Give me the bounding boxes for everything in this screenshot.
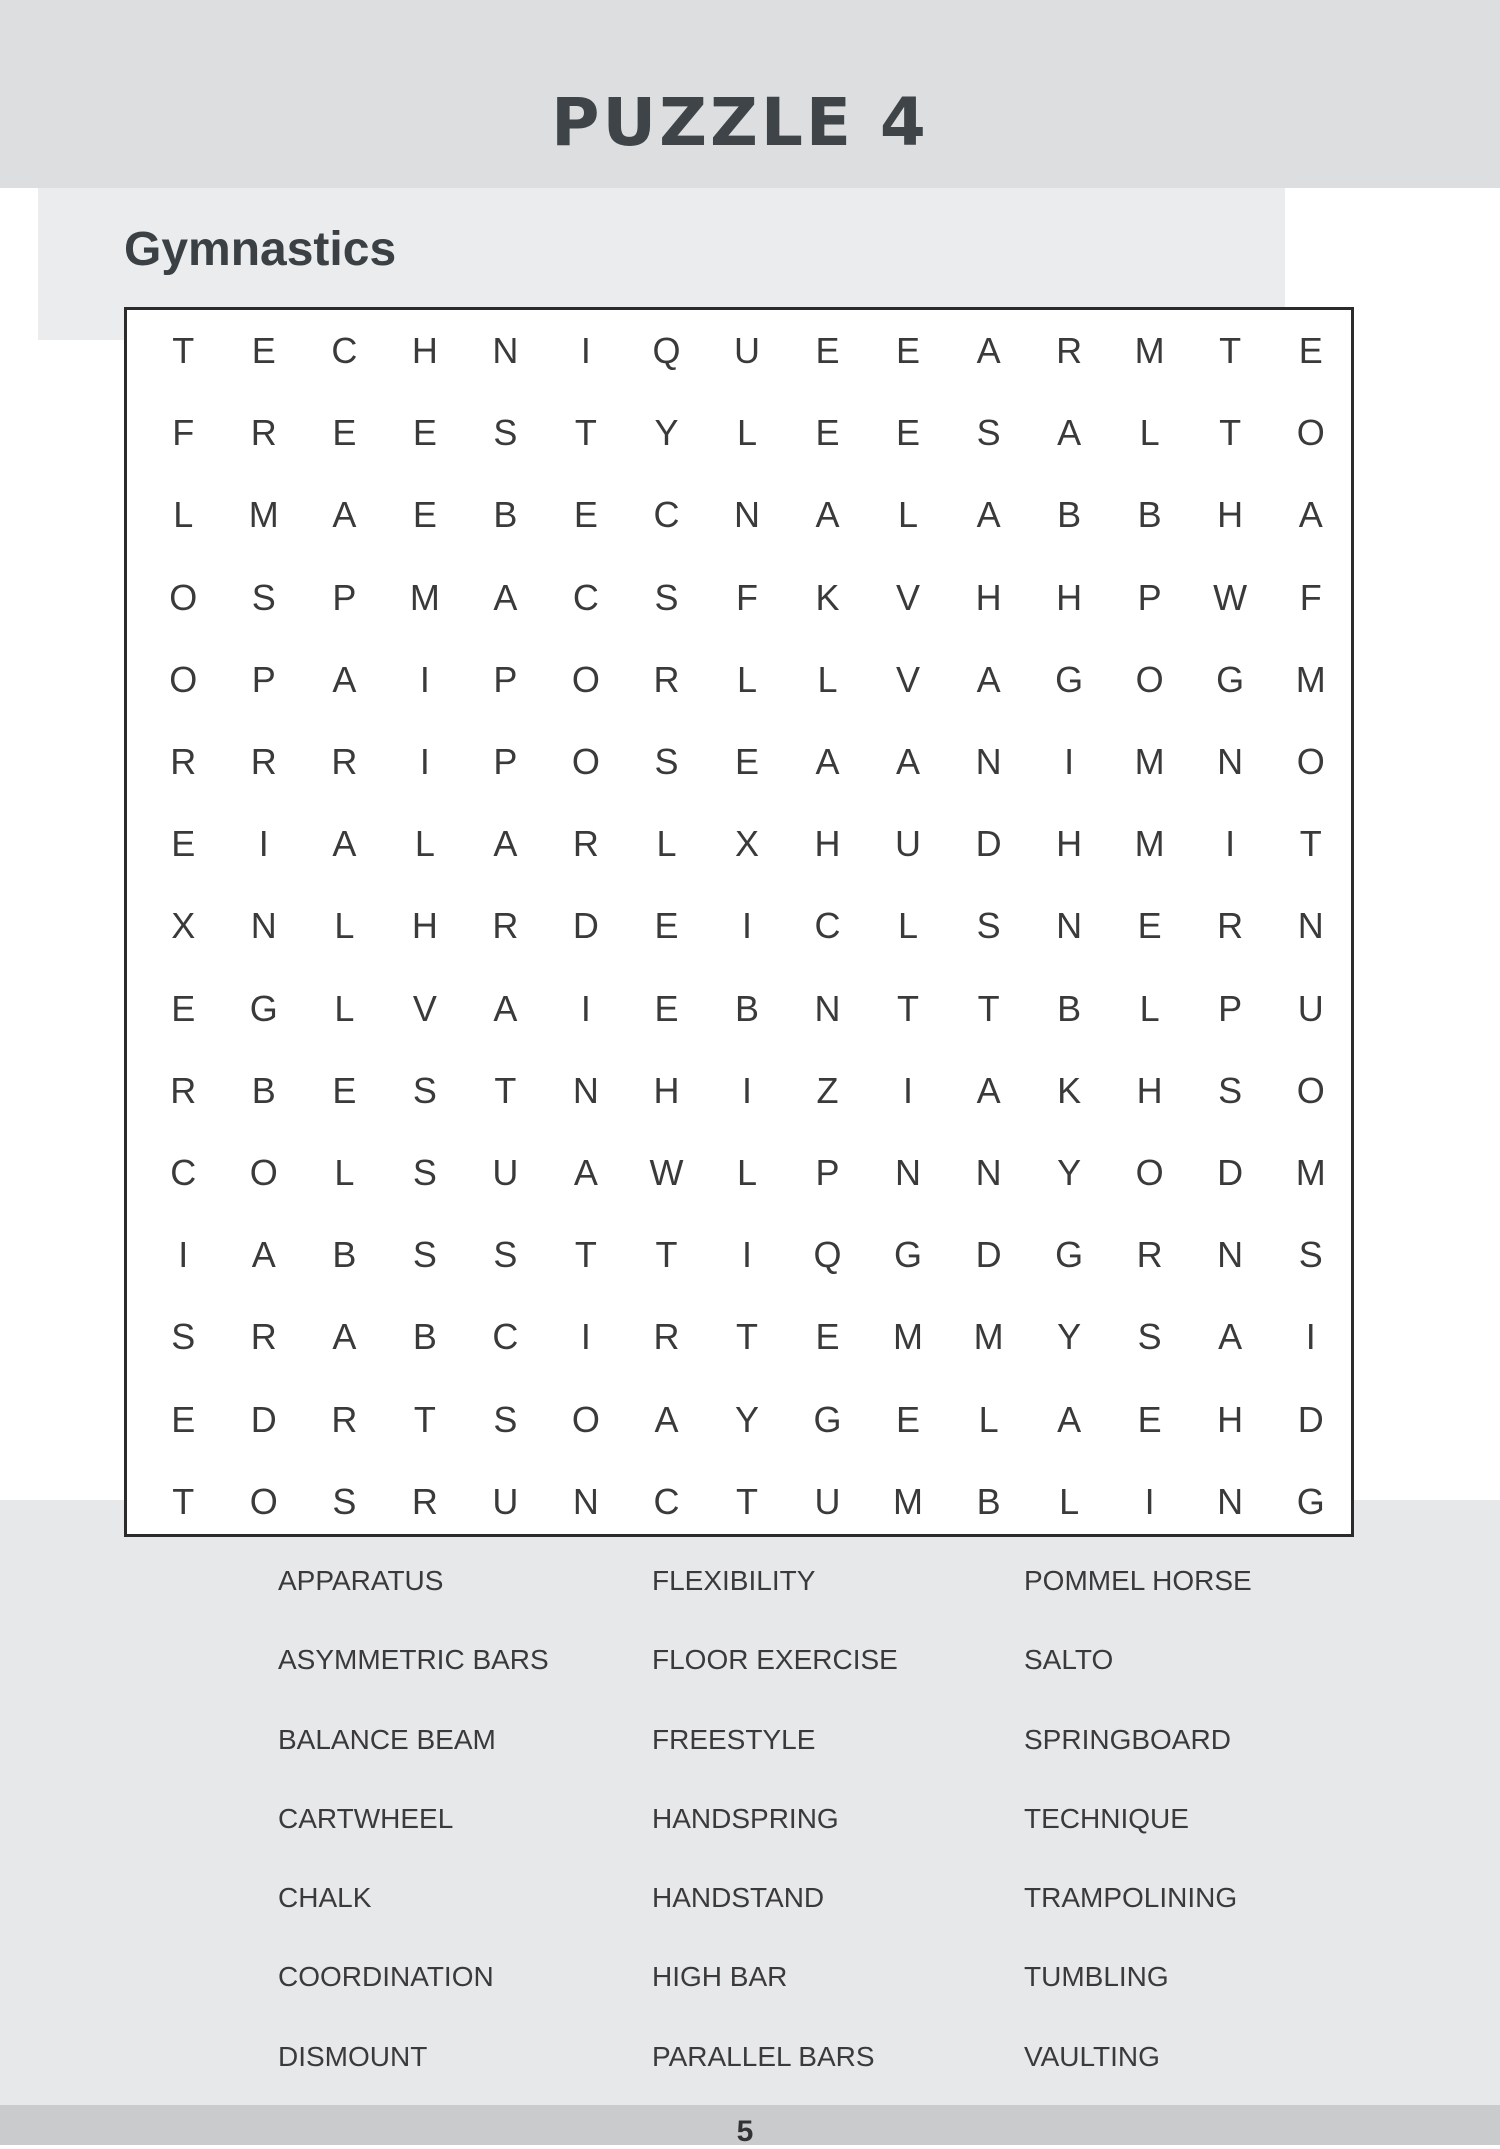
grid-cell: E [251, 330, 276, 372]
grid-cell: E [171, 823, 196, 865]
grid-row [143, 557, 1351, 639]
grid-cell: B [412, 1316, 437, 1358]
grid-cell: L [817, 658, 838, 700]
grid-cell: R [170, 1069, 197, 1111]
grid-cell: X [734, 823, 759, 865]
grid-cell: O [571, 658, 600, 700]
grid-cell: L [736, 412, 757, 454]
grid-cell: A [332, 823, 357, 865]
grid-cell: K [815, 576, 840, 618]
grid-cell: Z [816, 1069, 839, 1111]
grid-cell: H [653, 1069, 680, 1111]
grid-cell: L [1059, 1480, 1080, 1522]
grid-row [143, 721, 1351, 803]
grid-row [143, 1050, 1351, 1132]
grid-cell: T [897, 987, 920, 1029]
grid-cell: V [412, 987, 437, 1029]
grid-row [143, 1214, 1351, 1296]
grid-cell: P [815, 1151, 840, 1193]
grid-cell: Y [654, 412, 679, 454]
grid-cell: H [1056, 576, 1083, 618]
grid-cell: E [1298, 330, 1323, 372]
grid-cell: M [1134, 823, 1165, 865]
grid-cell: R [572, 823, 599, 865]
word-list [278, 1565, 1378, 2120]
grid-cell: B [1137, 494, 1162, 536]
grid-row [143, 392, 1351, 474]
grid-cell: W [649, 1151, 684, 1193]
grid-cell: Y [1057, 1316, 1082, 1358]
grid-cell: A [896, 741, 921, 783]
grid-cell: A [976, 494, 1001, 536]
grid-cell: X [171, 905, 196, 947]
grid-cell: H [1056, 823, 1083, 865]
grid-cell: P [1218, 987, 1243, 1029]
grid-cell: G [1055, 1234, 1084, 1276]
grid-cell: S [251, 576, 276, 618]
grid-cell: N [1297, 905, 1324, 947]
page-number: 5 [736, 2115, 754, 2148]
grid-cell: T [1219, 330, 1242, 372]
grid-cell: C [492, 1316, 519, 1358]
word-list-item: FREESTYLE [652, 1723, 816, 1755]
grid-cell: I [741, 1234, 752, 1276]
word-list-item: CHALK [278, 1882, 372, 1914]
grid-cell: E [896, 412, 921, 454]
grid-cell: B [976, 1480, 1001, 1522]
puzzle-title: PUZZLE 4 [551, 84, 929, 161]
grid-cell: O [571, 1398, 600, 1440]
grid-cell: A [976, 658, 1001, 700]
grid-cell: T [574, 412, 597, 454]
grid-cell: C [572, 576, 599, 618]
grid-cell: R [1217, 905, 1244, 947]
grid-cell: I [741, 905, 752, 947]
grid-cell: R [250, 412, 277, 454]
grid-row [143, 474, 1351, 556]
grid-row [143, 1132, 1351, 1214]
grid-cell: S [412, 1151, 437, 1193]
grid-cell: E [1137, 1398, 1162, 1440]
word-list-item: POMMEL HORSE [1024, 1565, 1252, 1596]
grid-cell: M [893, 1316, 924, 1358]
grid-cell: S [412, 1234, 437, 1276]
grid-cell: F [1299, 576, 1322, 618]
grid-cell: P [493, 741, 518, 783]
grid-cell: I [580, 1316, 591, 1358]
grid-cell: I [258, 823, 269, 865]
grid-cell: S [1137, 1316, 1162, 1358]
grid-cell: E [573, 494, 598, 536]
grid-cell: V [896, 576, 921, 618]
word-list-item: ASYMMETRIC BARS [278, 1644, 549, 1676]
grid-cell: B [332, 1234, 357, 1276]
grid-cell: G [894, 1234, 923, 1276]
grid-cell: S [654, 741, 679, 783]
grid-cell: H [1136, 1069, 1163, 1111]
word-list-item: SALTO [1024, 1644, 1114, 1676]
grid-cell: E [896, 1398, 921, 1440]
word-search-grid [124, 307, 1354, 1537]
grid-cell: N [814, 987, 841, 1029]
word-list-item: CARTWHEEL [278, 1802, 454, 1834]
grid-cell: H [1217, 1398, 1244, 1440]
grid-row [143, 1378, 1351, 1460]
grid-cell: L [898, 905, 919, 947]
grid-cell: S [976, 905, 1001, 947]
grid-cell: S [171, 1316, 196, 1358]
grid-cell: E [896, 330, 921, 372]
grid-cell: E [332, 412, 357, 454]
grid-cell: L [656, 823, 677, 865]
grid-cell: E [171, 1398, 196, 1440]
grid-cell: R [250, 741, 277, 783]
grid-cell: N [1056, 905, 1083, 947]
grid-cell: L [1139, 412, 1160, 454]
grid-rows [143, 310, 1351, 1543]
grid-cell: A [493, 823, 518, 865]
grid-cell: A [573, 1151, 598, 1193]
grid-cell: N [975, 741, 1002, 783]
grid-cell: T [735, 1480, 758, 1522]
word-list-item: BALANCE BEAM [278, 1723, 496, 1755]
grid-cell: I [419, 741, 430, 783]
grid-cell: U [814, 1480, 841, 1522]
grid-cell: R [1136, 1234, 1163, 1276]
grid-cell: O [169, 576, 198, 618]
grid-cell: N [250, 905, 277, 947]
grid-cell: L [414, 823, 435, 865]
word-list-item: HANDSTAND [652, 1882, 825, 1914]
word-list-item: DISMOUNT [278, 2040, 428, 2072]
grid-cell: N [1217, 1480, 1244, 1522]
grid-cell: G [1055, 658, 1084, 700]
grid-cell: E [815, 330, 840, 372]
grid-cell: E [654, 905, 679, 947]
grid-row [143, 639, 1351, 721]
grid-cell: E [332, 1069, 357, 1111]
grid-cell: E [1137, 905, 1162, 947]
grid-cell: G [1216, 658, 1245, 700]
grid-cell: I [580, 330, 591, 372]
grid-cell: P [251, 658, 276, 700]
grid-cell: F [735, 576, 758, 618]
grid-cell: N [1217, 741, 1244, 783]
grid-cell: M [1295, 1151, 1326, 1193]
grid-cell: A [976, 330, 1001, 372]
grid-cell: O [249, 1480, 278, 1522]
grid-cell: A [332, 494, 357, 536]
grid-cell: A [493, 576, 518, 618]
grid-cell: S [976, 412, 1001, 454]
grid-cell: C [653, 1480, 680, 1522]
grid-cell: O [571, 741, 600, 783]
grid-row [143, 885, 1351, 967]
grid-cell: G [249, 987, 278, 1029]
grid-cell: P [332, 576, 357, 618]
grid-cell: U [492, 1151, 519, 1193]
grid-cell: E [654, 987, 679, 1029]
grid-cell: C [653, 494, 680, 536]
grid-cell: S [412, 1069, 437, 1111]
grid-cell: T [172, 1480, 195, 1522]
grid-cell: M [409, 576, 440, 618]
grid-cell: I [1305, 1316, 1316, 1358]
grid-row [143, 1461, 1351, 1543]
grid-cell: I [419, 658, 430, 700]
grid-cell: L [978, 1398, 999, 1440]
grid-cell: N [492, 330, 519, 372]
grid-cell: D [1297, 1398, 1324, 1440]
grid-cell: S [1218, 1069, 1243, 1111]
grid-cell: H [411, 905, 438, 947]
grid-cell: G [813, 1398, 842, 1440]
grid-cell: A [332, 1316, 357, 1358]
word-list-item: SPRINGBOARD [1024, 1723, 1231, 1755]
grid-cell: O [1135, 658, 1164, 700]
grid-cell: T [1219, 412, 1242, 454]
grid-cell: N [733, 494, 760, 536]
word-list-item: PARALLEL BARS [652, 2040, 875, 2072]
word-list-item: TECHNIQUE [1024, 1802, 1189, 1834]
grid-cell: S [493, 1398, 518, 1440]
grid-cell: L [1139, 987, 1160, 1029]
grid-cell: A [332, 658, 357, 700]
word-list-item: HIGH BAR [652, 1961, 788, 1993]
grid-cell: F [172, 412, 195, 454]
grid-cell: T [574, 1234, 597, 1276]
word-list-item: HANDSPRING [652, 1802, 839, 1834]
grid-cell: W [1213, 576, 1248, 618]
grid-cell: A [493, 987, 518, 1029]
grid-cell: A [1218, 1316, 1243, 1358]
grid-cell: A [976, 1069, 1001, 1111]
grid-cell: R [250, 1316, 277, 1358]
grid-cell: A [1057, 412, 1082, 454]
grid-cell: H [814, 823, 841, 865]
grid-cell: B [1057, 987, 1082, 1029]
grid-cell: H [411, 330, 438, 372]
grid-cell: I [903, 1069, 914, 1111]
grid-cell: H [1217, 494, 1244, 536]
word-list-item: FLEXIBILITY [652, 1565, 816, 1596]
word-list-item: VAULTING [1024, 2040, 1160, 2072]
grid-cell: O [1296, 1069, 1325, 1111]
grid-cell: E [412, 494, 437, 536]
grid-cell: Y [734, 1398, 759, 1440]
grid-cell: I [741, 1069, 752, 1111]
grid-cell: S [493, 1234, 518, 1276]
grid-cell: A [815, 741, 840, 783]
grid-row [143, 968, 1351, 1050]
grid-cell: O [1135, 1151, 1164, 1193]
grid-cell: N [572, 1069, 599, 1111]
grid-cell: Y [1057, 1151, 1082, 1193]
grid-cell: R [1056, 330, 1083, 372]
word-list-item: FLOOR EXERCISE [652, 1644, 898, 1676]
grid-cell: G [1296, 1480, 1325, 1522]
grid-row [143, 310, 1351, 392]
grid-cell: A [1298, 494, 1323, 536]
grid-cell: I [580, 987, 591, 1029]
grid-cell: U [895, 823, 922, 865]
grid-cell: L [173, 494, 194, 536]
grid-cell: L [736, 658, 757, 700]
word-list-item: TUMBLING [1024, 1961, 1169, 1993]
grid-cell: S [654, 576, 679, 618]
grid-cell: V [896, 658, 921, 700]
grid-cell: O [1296, 741, 1325, 783]
grid-cell: T [735, 1316, 758, 1358]
grid-cell: H [975, 576, 1002, 618]
grid-cell: M [248, 494, 279, 536]
grid-cell: L [898, 494, 919, 536]
grid-cell: R [492, 905, 519, 947]
grid-cell: B [1057, 494, 1082, 536]
grid-cell: T [1299, 823, 1322, 865]
grid-cell: I [178, 1234, 189, 1276]
grid-cell: M [1134, 330, 1165, 372]
grid-cell: N [975, 1151, 1002, 1193]
grid-cell: D [572, 905, 599, 947]
grid-cell: R [331, 741, 358, 783]
grid-cell: T [494, 1069, 517, 1111]
grid-cell: B [251, 1069, 276, 1111]
grid-cell: U [733, 330, 760, 372]
grid-cell: T [172, 330, 195, 372]
theme-title: Gymnastics [124, 223, 397, 276]
grid-cell: I [1064, 741, 1075, 783]
grid-cell: S [332, 1480, 357, 1522]
grid-cell: A [654, 1398, 679, 1440]
grid-cell: R [653, 658, 680, 700]
grid-row [143, 1296, 1351, 1378]
grid-cell: N [572, 1480, 599, 1522]
grid-cell: D [250, 1398, 277, 1440]
grid-cell: A [1057, 1398, 1082, 1440]
grid-cell: M [1295, 658, 1326, 700]
grid-cell: S [1298, 1234, 1323, 1276]
grid-cell: L [334, 1151, 355, 1193]
grid-cell: N [895, 1151, 922, 1193]
grid-cell: D [975, 823, 1002, 865]
grid-cell: T [977, 987, 1000, 1029]
grid-cell: E [412, 412, 437, 454]
grid-cell: L [334, 905, 355, 947]
grid-cell: B [493, 494, 518, 536]
grid-cell: A [815, 494, 840, 536]
grid-cell: I [1144, 1480, 1155, 1522]
grid-cell: R [331, 1398, 358, 1440]
grid-row [143, 803, 1351, 885]
grid-cell: O [249, 1151, 278, 1193]
grid-cell: L [736, 1151, 757, 1193]
grid-cell: I [1225, 823, 1236, 865]
grid-cell: T [655, 1234, 678, 1276]
grid-cell: B [734, 987, 759, 1029]
grid-cell: T [413, 1398, 436, 1440]
grid-cell: R [411, 1480, 438, 1522]
grid-cell: K [1057, 1069, 1082, 1111]
grid-cell: L [334, 987, 355, 1029]
grid-cell: P [493, 658, 518, 700]
grid-cell: P [1137, 576, 1162, 618]
grid-cell: M [1134, 741, 1165, 783]
grid-cell: Q [652, 330, 681, 372]
grid-cell: E [815, 1316, 840, 1358]
grid-cell: R [170, 741, 197, 783]
grid-cell: E [815, 412, 840, 454]
grid-cell: Q [813, 1234, 842, 1276]
grid-cell: S [493, 412, 518, 454]
grid-cell: O [169, 658, 198, 700]
grid-cell: U [492, 1480, 519, 1522]
word-list-item: APPARATUS [278, 1565, 444, 1596]
grid-cell: A [251, 1234, 276, 1276]
grid-cell: U [1297, 987, 1324, 1029]
grid-cell: M [973, 1316, 1004, 1358]
grid-cell: N [1217, 1234, 1244, 1276]
grid-cell: E [734, 741, 759, 783]
word-list-item: COORDINATION [278, 1961, 494, 1993]
grid-cell: M [893, 1480, 924, 1522]
grid-cell: C [331, 330, 358, 372]
grid-cell: E [171, 987, 196, 1029]
word-list-item: TRAMPOLINING [1024, 1882, 1238, 1914]
grid-cell: C [814, 905, 841, 947]
grid-cell: D [975, 1234, 1002, 1276]
grid-cell: C [170, 1151, 197, 1193]
grid-cell: O [1296, 412, 1325, 454]
grid-cell: D [1217, 1151, 1244, 1193]
grid-cell: R [653, 1316, 680, 1358]
